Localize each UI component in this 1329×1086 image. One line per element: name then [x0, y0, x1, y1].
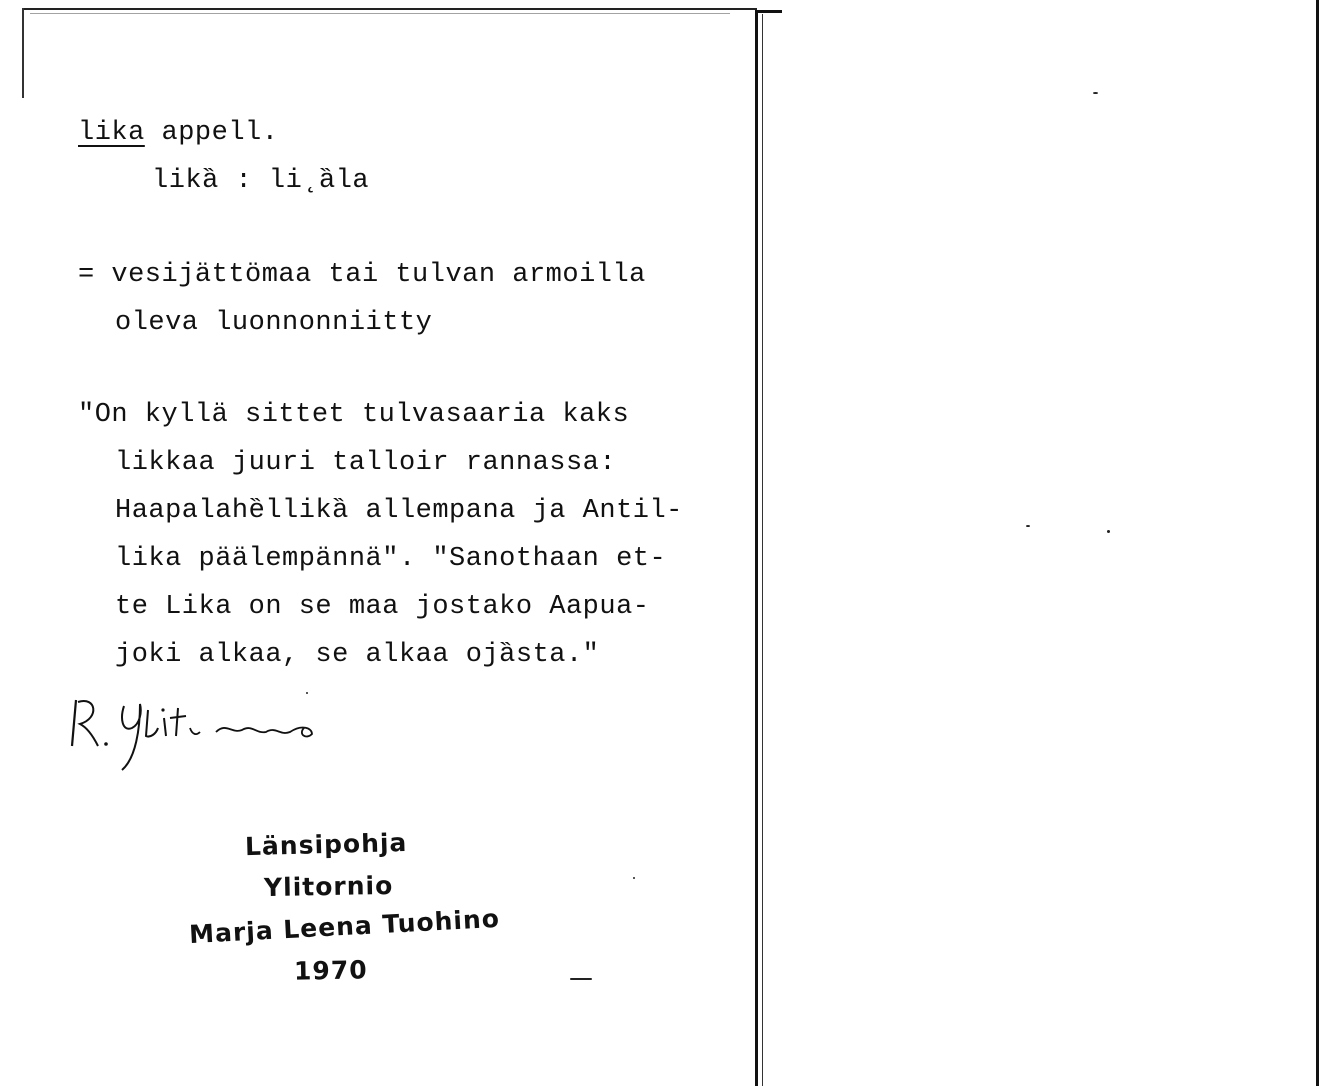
headword-note: appell. — [144, 118, 279, 148]
stamp-collector: Marja Leena Tuohino — [188, 903, 501, 950]
speck — [1093, 92, 1098, 94]
quote-line-4: lika päälempännä". "Sanothaan et- — [115, 544, 667, 574]
card-right-edge — [1316, 0, 1319, 1086]
speck — [633, 877, 635, 879]
card-fold-line — [755, 10, 758, 1086]
quote-line-1: "On kyllä sittet tulvasaaria kaks — [78, 400, 630, 430]
speck — [1107, 530, 1110, 533]
card-fold-shadow — [762, 14, 763, 1086]
card-fold-cap — [758, 10, 782, 13]
speck — [570, 978, 592, 980]
handwritten-signature — [66, 688, 336, 778]
quote-line-2: likkaa juuri talloir rannassa: — [115, 448, 617, 478]
headword: lika — [78, 118, 145, 148]
quote-line-6: joki alkaa, se alkaa ojȁsta." — [115, 640, 600, 670]
headword-line — [78, 120, 278, 147]
quote-line-5: te Lika on se maa jostako Aapua- — [115, 592, 650, 622]
stamp-year: 1970 — [293, 955, 368, 986]
quote-line-3: Haapalahȅllikȁ allempana ja Antil- — [115, 496, 683, 526]
definition-line-1: = vesijättömaa tai tulvan armoilla — [78, 260, 646, 290]
stamp-region: Länsipohja — [244, 827, 408, 862]
card-top-edge — [22, 8, 757, 10]
card-left-edge — [22, 8, 24, 98]
definition-line-2: oleva luonnonniitty — [115, 308, 433, 338]
card-top-edge-shadow — [30, 13, 730, 14]
speck — [306, 692, 308, 694]
speck — [1026, 525, 1030, 527]
stamp-parish: Ylitornio — [263, 870, 394, 903]
inflection-forms: likȁ : li˛ȁla — [152, 166, 370, 196]
